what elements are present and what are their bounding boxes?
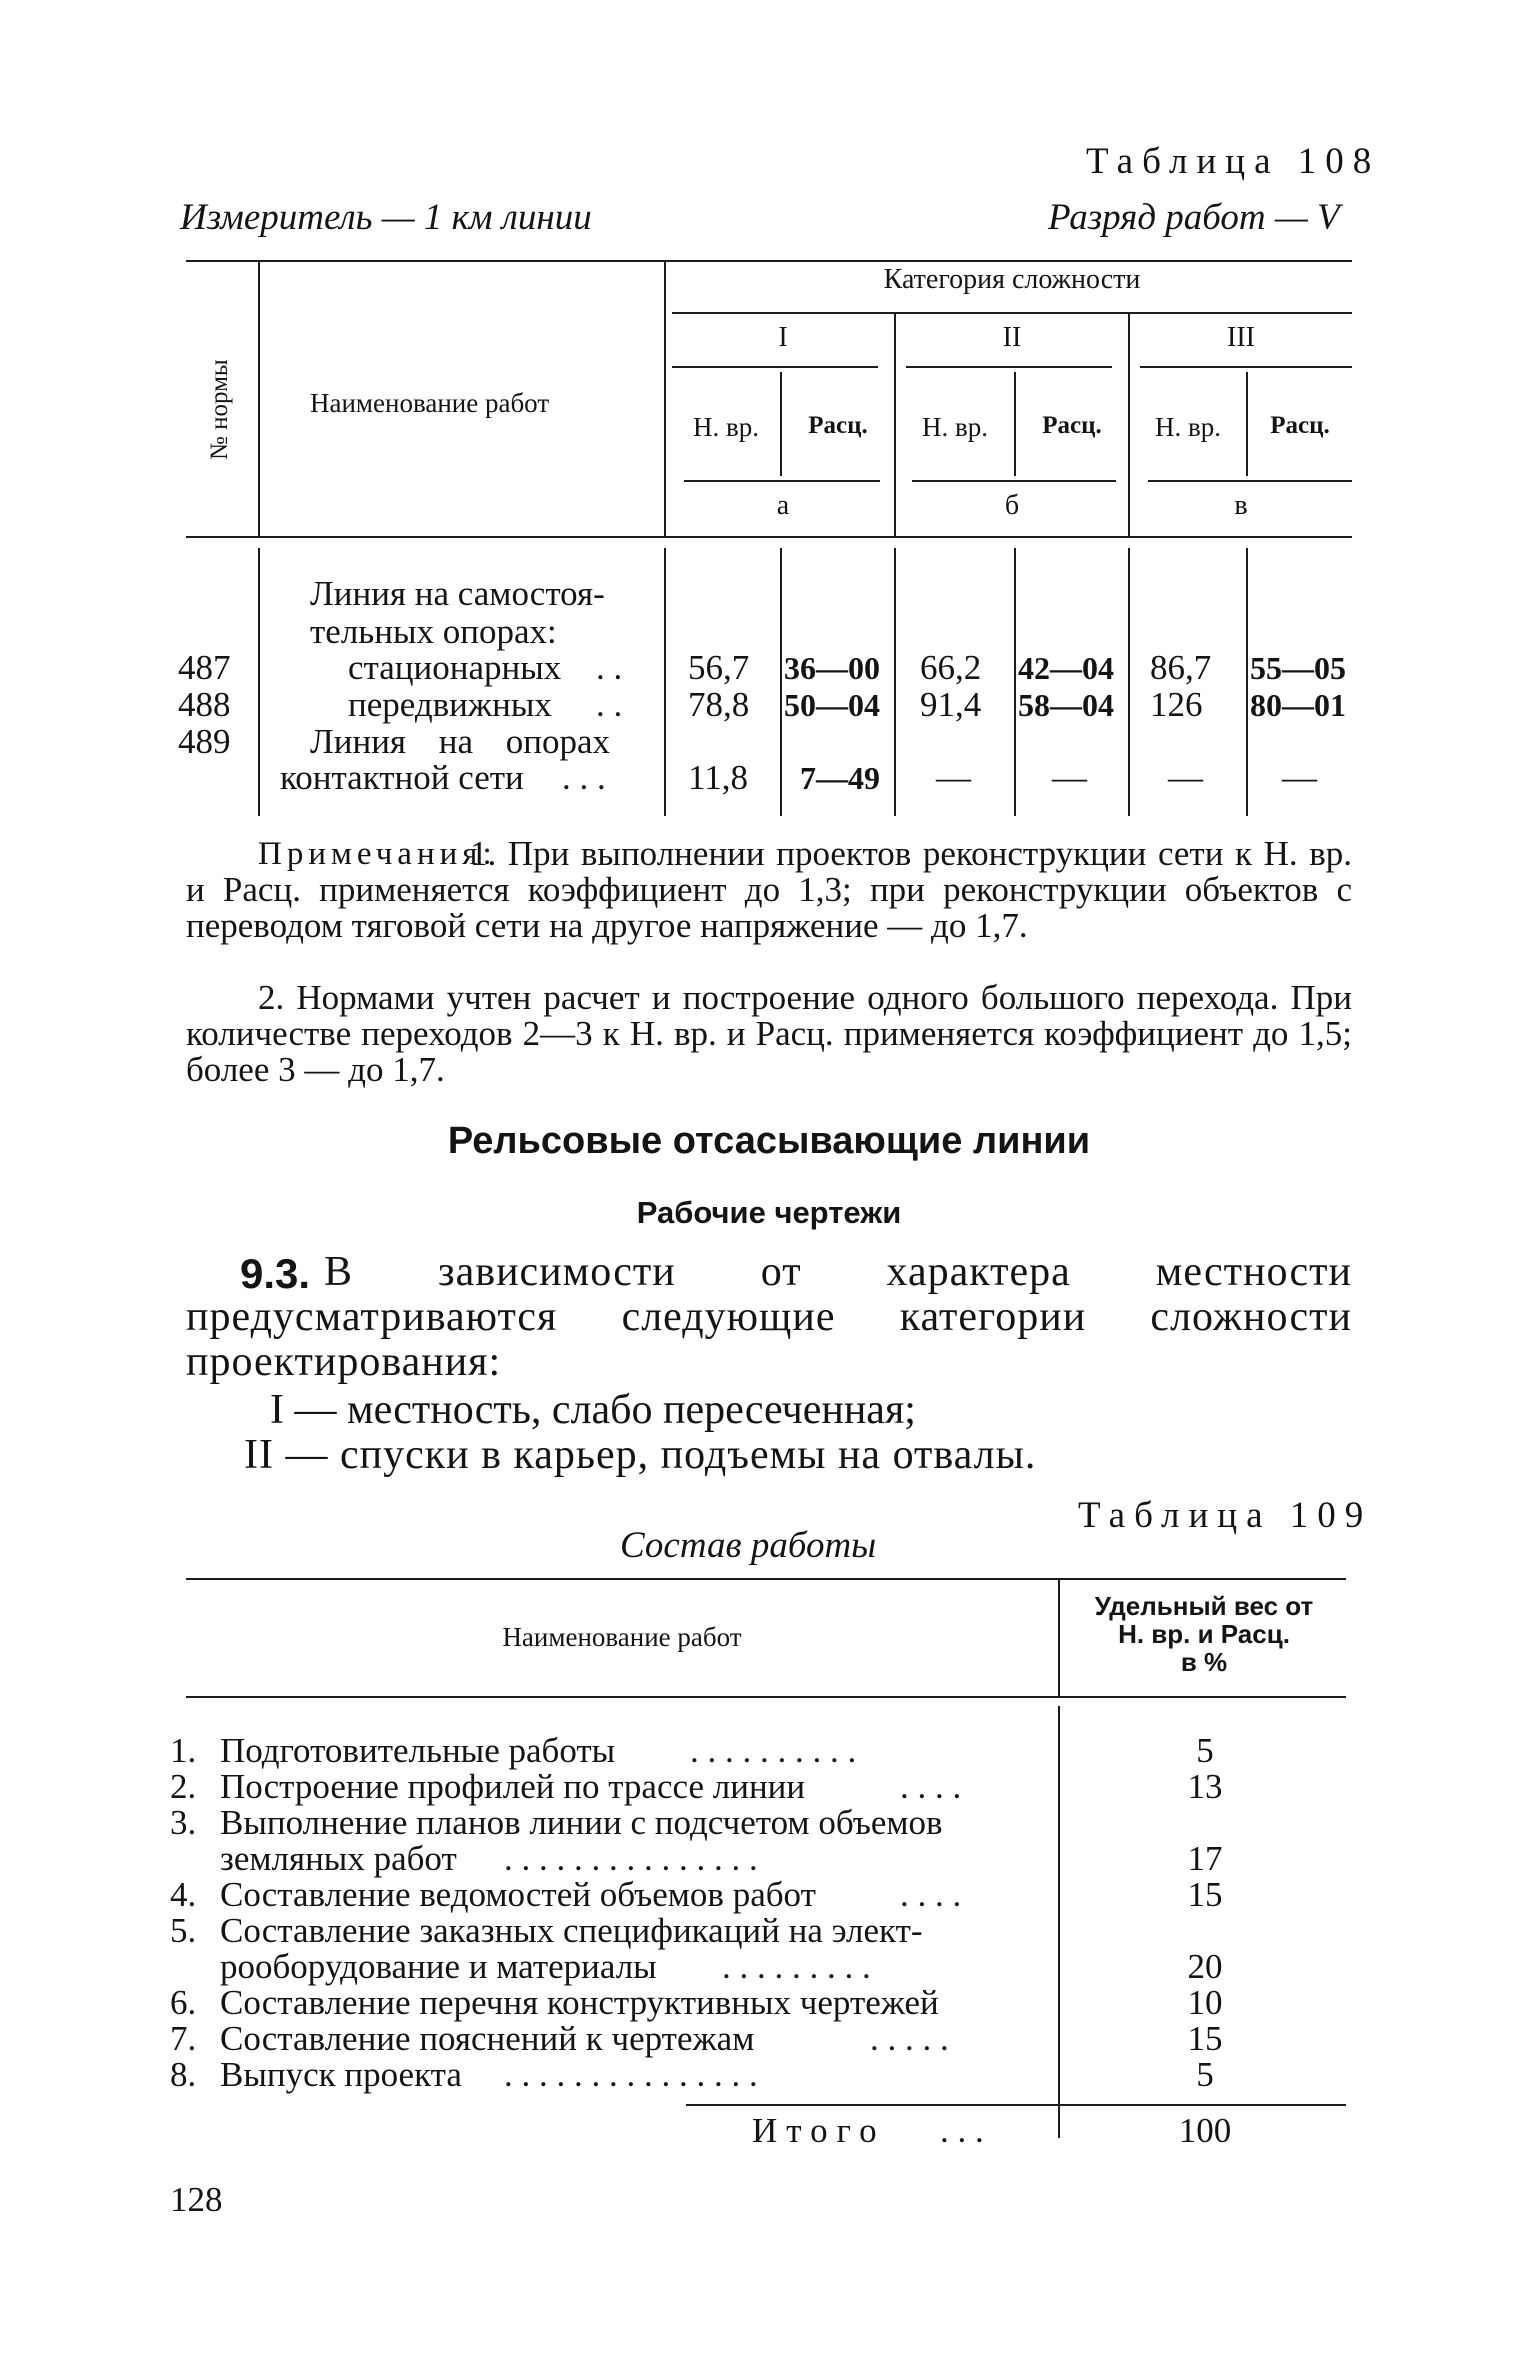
section-title: Рельсовые отсасывающие линии — [447, 1120, 1091, 1162]
category-item-2: II — спуски в карьер, подъемы на отвалы. — [244, 1432, 1037, 1478]
subcol-rate: Расц. — [808, 412, 868, 439]
group-title-line2: тельных опорах: — [310, 612, 557, 651]
col-norm-number: № нормы — [206, 359, 233, 460]
letter-b: б — [1004, 490, 1020, 521]
subcol-norm-time: Н. вр. — [922, 412, 988, 442]
letter-a: а — [776, 490, 790, 521]
table109-caption: Таблица 109 — [1078, 1495, 1373, 1536]
subcol-rate: Расц. — [1042, 412, 1102, 439]
category-header: Категория сложности — [883, 264, 1141, 295]
page-number: 128 — [170, 2180, 223, 2219]
table108-caption: Таблица 108 — [1086, 141, 1381, 182]
table108-measure: Измеритель — 1 км линии — [180, 197, 592, 238]
group-title-line1: Линия на самостоя- — [310, 574, 605, 613]
total-value: 100 — [1178, 2111, 1232, 2150]
subcol-norm-time: Н. вр. — [693, 412, 759, 442]
letter-v: в — [1234, 490, 1248, 521]
col-work-name: Наименование работ — [310, 388, 550, 418]
col-work-name: Наименование работ — [502, 1622, 742, 1652]
notes-label: Примечания: — [258, 836, 497, 872]
note-2: 2. Нормами учтен расчет и построение одного большого перехода. При количестве переходов 2—3 к Н. вр. и Расц. применяется коэффициент до 1,5; более 3 — до 1,7. — [186, 978, 1352, 1089]
subcol-rate: Расц. — [1270, 412, 1330, 439]
total-leader: . . . — [940, 2111, 984, 2150]
col-share: Удельный вес от Н. вр. и Расц. в % — [1094, 1591, 1314, 1677]
table109-title: Состав работы — [620, 1525, 877, 1566]
category-2: II — [1002, 322, 1022, 353]
category-item-1: I — местность, слабо пересеченная; — [270, 1387, 916, 1433]
table108-grade: Разряд работ — V — [1048, 197, 1340, 238]
subcol-norm-time: Н. вр. — [1155, 412, 1221, 442]
category-1: I — [778, 322, 788, 353]
paragraph-text: В зависимости от характера местности предусматриваются следующие категории сложности проектирования: — [186, 1249, 1352, 1385]
category-3: III — [1227, 322, 1255, 353]
note-1: 1. При выполнении проектов реконструкции сети к Н. вр. и Расц. применяется коэффициент до 1,3; при реконструкции объектов с переводом тяговой сети на другое напряжение — до 1,7. — [186, 834, 1352, 945]
paragraph-number: 9.3. — [240, 1250, 311, 1297]
total-label: Итого — [752, 2111, 886, 2150]
subsection-title: Рабочие чертежи — [636, 1195, 902, 1230]
